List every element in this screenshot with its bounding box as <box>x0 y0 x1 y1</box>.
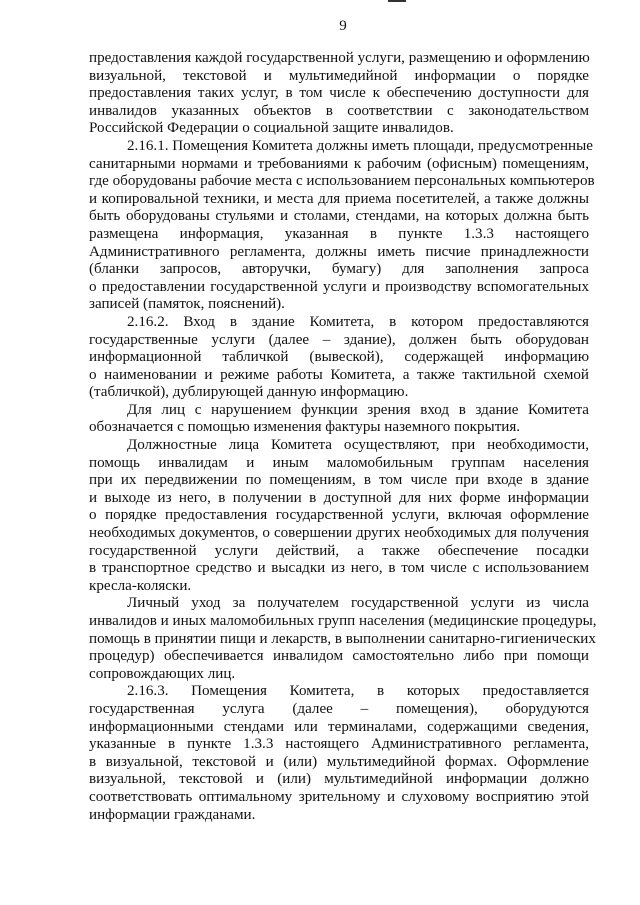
text-line: помощь инвалидам и иным маломобильным группам населения <box>89 454 589 471</box>
paragraph <box>89 437 589 595</box>
text-line: необходимых документов, о совершении других необходимых для получения <box>89 525 589 542</box>
text-line: 2.16.1. Помещения Комитета должны иметь площади, предусмотренные <box>127 137 593 154</box>
text-line: (табличкой), дублирующей данную информацию. <box>89 384 409 401</box>
text-line: информационной табличкой (вывеской), содержащей информацию <box>89 349 589 366</box>
text-line: государственная услуга (далее – помещения), оборудуются <box>89 700 589 717</box>
text-line: инвалидов указанных объектов в соответствии с законодательством <box>89 102 589 119</box>
scan-edge-mark <box>388 0 406 2</box>
text-line: (бланки запросов, авторучки, бумагу) для заполнения запроса <box>89 261 589 278</box>
text-line: визуальной, текстовой и (или) мультимедийной информации должно <box>89 771 589 788</box>
text-line: кресла-коляски. <box>89 577 192 594</box>
paragraph <box>89 683 589 824</box>
paragraph <box>89 402 589 437</box>
text-line: сопровождающих лиц. <box>89 665 236 682</box>
text-line: где оборудованы рабочие места с использованием персональных компьютеров <box>89 173 595 190</box>
text-line: при их передвижении по помещениям, в том числе при входе в здание <box>89 472 589 489</box>
paragraph <box>89 50 589 138</box>
text-line: Личный уход за получателем государственной услуги из числа <box>127 595 589 612</box>
text-line: информационными стендами или терминалами, содержащими сведения, <box>89 718 589 735</box>
text-line: 2.16.3. Помещения Комитета, в которых предоставляется <box>127 683 589 700</box>
text-line: предоставления таких услуг, в том числе к обеспечению доступности для <box>89 85 589 102</box>
paragraph <box>89 595 597 683</box>
text-line: Российской Федерации о социальной защите инвалидов. <box>89 120 454 137</box>
text-line: предоставления каждой государственной услуги, размещению и оформлению <box>89 50 590 66</box>
text-line: Административного регламента, должны иметь писчие принадлежности <box>89 243 589 260</box>
text-line: о наименовании и режиме работы Комитета, а также тактильной схемой <box>89 366 589 383</box>
paragraph <box>89 137 595 314</box>
text-line: Должностные лица Комитета осуществляют, при необходимости, <box>127 437 589 454</box>
document-body <box>89 50 597 824</box>
text-line: государственной услуги действий, а также обеспечение посадки <box>89 542 589 559</box>
text-line: инвалидов и иных маломобильных групп населения (медицинские процедуры, <box>89 613 597 629</box>
text-line: информации гражданами. <box>89 806 256 823</box>
text-line: государственные услуги (далее – здание), должен быть оборудован <box>89 331 589 348</box>
text-line: быть оборудованы стульями и столами, стендами, на которых должна быть <box>89 208 589 225</box>
text-line: и выходе из него, в получении в доступной для них форме информации <box>89 489 589 506</box>
text-line: Для лиц с нарушением функции зрения вход в здание Комитета <box>127 401 589 418</box>
text-line: обозначается с помощью изменения фактуры наземного покрытия. <box>89 419 521 436</box>
text-line: визуальной, текстовой и мультимедийной информации о порядке <box>89 67 589 84</box>
text-line: о предоставлении государственной услуги и производству вспомогательных <box>89 278 589 295</box>
text-line: и копировальной техники, и места для приема посетителей, а также должны <box>89 190 589 207</box>
text-line: о порядке предоставления государственной услуги, включая оформление <box>89 507 589 524</box>
text-line: процедур) обеспечивается инвалидом самостоятельно либо при помощи <box>89 648 589 665</box>
text-line: указанные в пункте 1.3.3 настоящего Административного регламента, <box>89 736 589 753</box>
text-line: в транспортное средство и высадки из него, в том числе с использованием <box>89 560 589 577</box>
text-line: санитарными нормами и требованиями к рабочим (офисным) помещениям, <box>89 155 589 172</box>
text-line: 2.16.2. Вход в здание Комитета, в котором предоставляются <box>127 313 589 330</box>
text-line: размещена информация, указанная в пункте 1.3.3 настоящего <box>89 225 589 242</box>
text-line: записей (памяток, пояснений). <box>89 296 285 313</box>
text-line: соответствовать оптимальному зрительному и слуховому восприятию этой <box>89 788 589 805</box>
text-line: в визуальной, текстовой и (или) мультимедийной формах. Оформление <box>89 753 589 770</box>
text-line: помощь в принятии пищи и лекарств, в выполнении санитарно-гигиенических <box>89 630 596 647</box>
page-number: 9 <box>339 18 347 34</box>
paragraph <box>89 314 589 402</box>
